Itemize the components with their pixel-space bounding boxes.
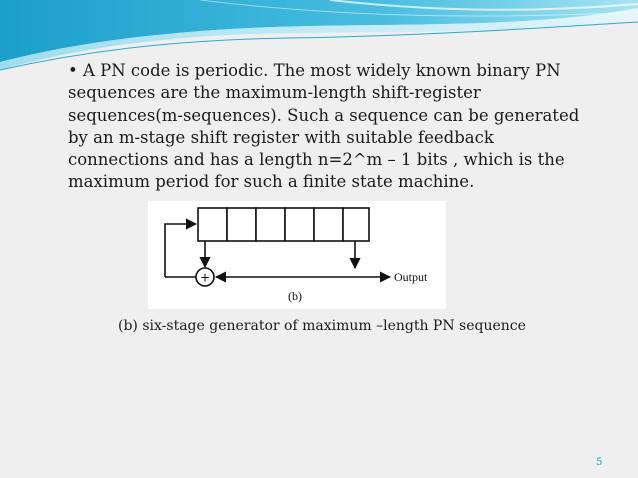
page-number: 5 bbox=[596, 457, 603, 468]
feedback-arrow bbox=[165, 224, 196, 277]
figure-sublabel: (b) bbox=[288, 289, 302, 303]
figure-caption: (b) six-stage generator of maximum –length PN sequence bbox=[118, 318, 526, 334]
output-label: Output bbox=[394, 270, 428, 284]
register-stages bbox=[198, 208, 369, 241]
bullet-paragraph: • A PN code is periodic. The most widely known binary PN sequences are the maximum-length shift-register sequences(m-sequences). Such a sequence can be generated by an m-stage shift register with suitable feedback connections and has a length n=2^m – 1 bits , which is the maximum period for such a finite state machine. bbox=[68, 61, 580, 192]
shift-register-svg bbox=[148, 201, 446, 309]
adder-symbol: + bbox=[199, 270, 211, 285]
shift-register-diagram bbox=[148, 201, 446, 309]
